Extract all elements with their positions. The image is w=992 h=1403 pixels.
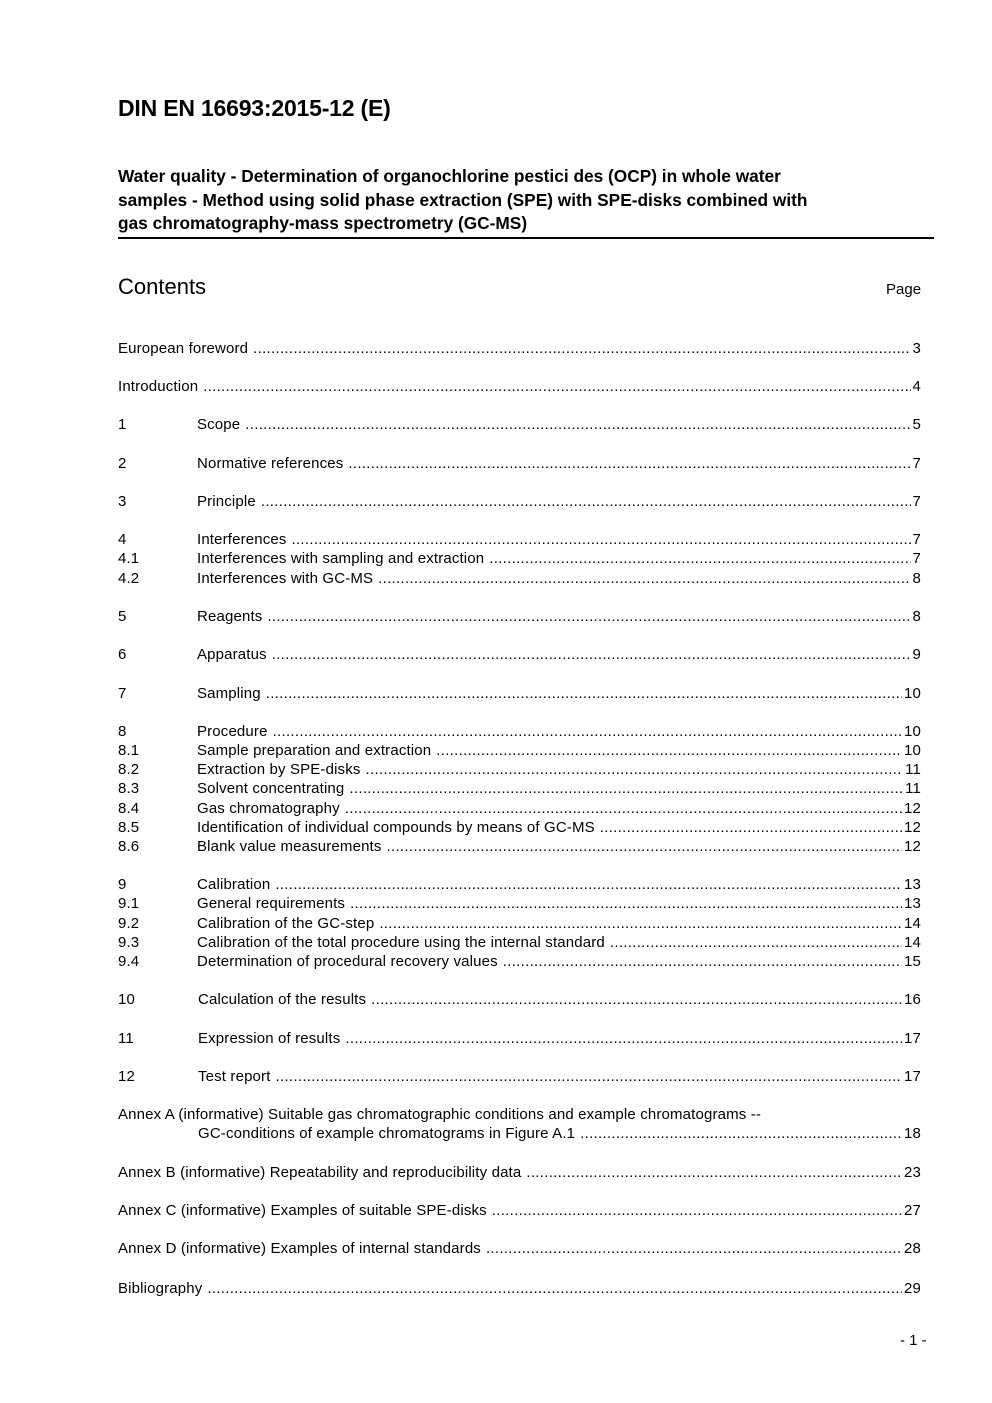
document-code: DIN EN 16693:2015-12 (E) <box>118 95 391 121</box>
toc-entry-page: 3 <box>912 340 921 357</box>
toc-dot-leader <box>600 818 902 837</box>
toc-entry[interactable] <box>118 377 921 396</box>
toc-entry[interactable] <box>118 837 921 856</box>
toc-entry-number: 8 <box>118 723 127 740</box>
toc-entry-number: 10 <box>118 991 135 1008</box>
toc-entry-label: Solvent concentrating <box>197 780 345 797</box>
toc-entry[interactable] <box>118 894 921 913</box>
toc-entry[interactable] <box>118 875 921 894</box>
toc-entry-number: 8.5 <box>118 819 140 836</box>
toc-entry-page: 7 <box>912 455 921 472</box>
toc-entry-label: Expression of results <box>198 1030 341 1047</box>
toc-dot-leader <box>350 894 902 913</box>
toc-entry-number: 4 <box>118 531 127 548</box>
toc-entry-page: 10 <box>904 723 921 740</box>
toc-entry[interactable] <box>118 1029 921 1048</box>
toc-entry-label: Calibration of the total procedure using the internal standard <box>197 934 605 951</box>
toc-entry[interactable] <box>118 933 921 952</box>
toc-entry-label: Test report <box>198 1068 271 1085</box>
toc-entry[interactable] <box>118 1201 921 1220</box>
toc-annex-a-line1[interactable]: Annex A (informative) Suitable gas chromatographic conditions and example chromatograms -- <box>118 1106 761 1123</box>
toc-entry-page: 8 <box>912 570 921 587</box>
toc-entry[interactable] <box>118 1239 921 1258</box>
toc-entry-number: 8.4 <box>118 800 140 817</box>
toc-entry-number: 9 <box>118 876 127 893</box>
toc-entry[interactable] <box>118 492 921 511</box>
toc-entry[interactable] <box>118 549 921 568</box>
toc-entry-label: Determination of procedural recovery values <box>197 953 498 970</box>
toc-entry-page: 17 <box>904 1030 921 1047</box>
toc-entry[interactable] <box>118 1067 921 1086</box>
toc-entry-label: Extraction by SPE-disks <box>197 761 361 778</box>
toc-entry-page: 8 <box>912 608 921 625</box>
toc-dot-leader <box>348 454 910 473</box>
toc-entry-number: 5 <box>118 608 127 625</box>
toc-dot-leader <box>610 933 902 952</box>
toc-entry-number: 8.2 <box>118 761 140 778</box>
toc-entry-number: 6 <box>118 646 127 663</box>
toc-dot-leader <box>366 760 904 779</box>
toc-dot-leader <box>266 684 902 703</box>
toc-dot-leader <box>275 875 902 894</box>
standard-title-line: samples - Method using solid phase extraction (SPE) with SPE-disks combined with <box>118 189 808 210</box>
toc-entry[interactable] <box>118 607 921 626</box>
toc-dot-leader <box>503 952 902 971</box>
toc-dot-leader <box>267 607 910 626</box>
toc-entry-number: 12 <box>118 1068 135 1085</box>
toc-entry-number: 3 <box>118 493 127 510</box>
toc-dot-leader <box>379 914 902 933</box>
toc-entry-label: Calibration of the GC-step <box>197 915 375 932</box>
toc-entry-label: Sampling <box>197 685 261 702</box>
toc-entry-page: 28 <box>904 1240 921 1257</box>
toc-dot-leader <box>580 1124 902 1143</box>
toc-entry-page: 12 <box>904 819 921 836</box>
toc-entry-label: Gas chromatography <box>197 800 340 817</box>
toc-entry[interactable] <box>118 569 921 588</box>
toc-entry-number: 4.1 <box>118 550 140 567</box>
toc-entry-label: Calibration <box>197 876 271 893</box>
toc-entry-label: Sample preparation and extraction <box>197 742 432 759</box>
toc-entry-label: Bibliography <box>118 1280 203 1297</box>
toc-entry-page: 7 <box>912 493 921 510</box>
toc-entry-page: 13 <box>904 876 921 893</box>
toc-dot-leader <box>489 549 910 568</box>
toc-entry[interactable] <box>118 914 921 933</box>
page-column-heading: Page <box>886 281 922 298</box>
standard-title-line: gas chromatography-mass spectrometry (GC-MS) <box>118 213 528 233</box>
toc-entry-number: 8.3 <box>118 780 140 797</box>
toc-entry-page: 4 <box>912 378 921 395</box>
toc-dot-leader <box>261 492 911 511</box>
toc-entry-label: Reagents <box>197 608 263 625</box>
toc-dot-leader <box>387 837 902 856</box>
toc-entry-number: 8.6 <box>118 838 140 855</box>
toc-entry[interactable] <box>118 530 921 549</box>
toc-entry[interactable] <box>118 818 921 837</box>
toc-entry-label: Scope <box>197 416 241 433</box>
toc-entry-page: 17 <box>904 1068 921 1085</box>
toc-entry-number: 7 <box>118 685 127 702</box>
toc-entry-page: 27 <box>904 1202 921 1219</box>
toc-entry-label: Annex C (informative) Examples of suitable SPE-disks <box>118 1202 487 1219</box>
toc-dot-leader <box>207 1279 902 1298</box>
toc-entry-label: Calculation of the results <box>198 991 367 1008</box>
toc-entry-number: 9.1 <box>118 895 140 912</box>
standard-title-line: Water quality - Determination of organochlorine pestici des (OCP) in whole water <box>118 166 781 186</box>
toc-entry-label: Annex D (informative) Examples of internal standards <box>118 1240 481 1257</box>
toc-dot-leader <box>526 1163 902 1182</box>
toc-dot-leader <box>253 339 910 358</box>
toc-entry-page: 7 <box>912 550 921 567</box>
toc-dot-leader <box>273 722 902 741</box>
toc-entry-page: 12 <box>904 838 921 855</box>
toc-dot-leader <box>492 1201 902 1220</box>
toc-entry-label: Apparatus <box>197 646 267 663</box>
toc-entry[interactable] <box>118 760 921 779</box>
toc-entry-page: 11 <box>905 780 921 797</box>
toc-entry-number: 11 <box>118 1030 134 1047</box>
toc-entry-page: 14 <box>904 934 921 951</box>
toc-entry-number: 2 <box>118 455 127 472</box>
toc-entry-number: 9.3 <box>118 934 140 951</box>
toc-entry-page: 14 <box>904 915 921 932</box>
toc-entry-page: 15 <box>904 953 921 970</box>
toc-entry[interactable] <box>118 722 921 741</box>
toc-entry-page: 13 <box>904 895 921 912</box>
toc-entry-label: GC-conditions of example chromatograms in Figure A.1 <box>198 1125 576 1142</box>
toc-dot-leader <box>486 1239 902 1258</box>
toc-entry-page: 9 <box>912 646 921 663</box>
toc-entry[interactable] <box>118 1124 921 1143</box>
toc-entry-number: 8.1 <box>118 742 140 759</box>
toc-entry-label: Identification of individual compounds by means of GC-MS <box>197 819 595 836</box>
toc-dot-leader <box>272 645 911 664</box>
toc-dot-leader <box>349 779 903 798</box>
toc-entry[interactable] <box>118 779 921 798</box>
toc-entry-label: Interferences with GC-MS <box>197 570 374 587</box>
toc-entry-label: Blank value measurements <box>197 838 382 855</box>
standard-title <box>118 165 934 239</box>
toc-dot-leader <box>345 1029 902 1048</box>
toc-entry-label: Introduction <box>118 378 199 395</box>
toc-entry-label: Principle <box>197 493 256 510</box>
toc-entry-label: Normative references <box>197 455 344 472</box>
toc-entry-number: 1 <box>118 416 127 433</box>
toc-entry-label: Annex B (informative) Repeatability and reproducibility data <box>118 1164 522 1181</box>
toc-entry[interactable] <box>118 454 921 473</box>
toc-entry-page: 23 <box>904 1164 921 1181</box>
toc-entry-page: 10 <box>904 685 921 702</box>
footer-page-number: - 1 - <box>900 1332 927 1349</box>
toc-dot-leader <box>292 530 911 549</box>
contents-heading: Contents <box>118 274 207 299</box>
toc-entry-label: Procedure <box>197 723 268 740</box>
toc-entry[interactable] <box>118 799 921 818</box>
toc-dot-leader <box>245 415 910 434</box>
toc-entry-page: 7 <box>912 531 921 548</box>
toc-entry[interactable] <box>118 741 921 760</box>
toc-entry[interactable] <box>118 1279 921 1298</box>
toc-entry[interactable] <box>118 1163 921 1182</box>
toc-entry[interactable] <box>118 952 921 971</box>
toc-dot-leader <box>436 741 902 760</box>
toc-entry-label: European foreword <box>118 340 249 357</box>
toc-entry-number: 9.4 <box>118 953 140 970</box>
toc-entry-label: Interferences <box>197 531 287 548</box>
toc-entry-page: 5 <box>912 416 921 433</box>
toc-entry-label: Interferences with sampling and extraction <box>197 550 485 567</box>
toc-entry[interactable] <box>118 339 921 358</box>
toc-entry-page: 11 <box>905 761 921 778</box>
toc-entry-page: 10 <box>904 742 921 759</box>
toc-entry-label: General requirements <box>197 895 346 912</box>
toc-dot-leader <box>378 569 910 588</box>
toc-entry-page: 18 <box>904 1125 921 1142</box>
toc-entry[interactable] <box>118 645 921 664</box>
toc-entry[interactable] <box>118 415 921 434</box>
toc-dot-leader <box>276 1067 902 1086</box>
toc-dot-leader <box>345 799 902 818</box>
toc-dot-leader <box>371 990 902 1009</box>
toc-entry-page: 12 <box>904 800 921 817</box>
toc-entry-number: 4.2 <box>118 570 140 587</box>
toc-entry[interactable] <box>118 684 921 703</box>
toc-entry-number: 9.2 <box>118 915 140 932</box>
toc-entry[interactable] <box>118 990 921 1009</box>
toc-dot-leader <box>203 377 910 396</box>
toc-entry-page: 29 <box>904 1280 921 1297</box>
toc-entry-page: 16 <box>904 991 921 1008</box>
